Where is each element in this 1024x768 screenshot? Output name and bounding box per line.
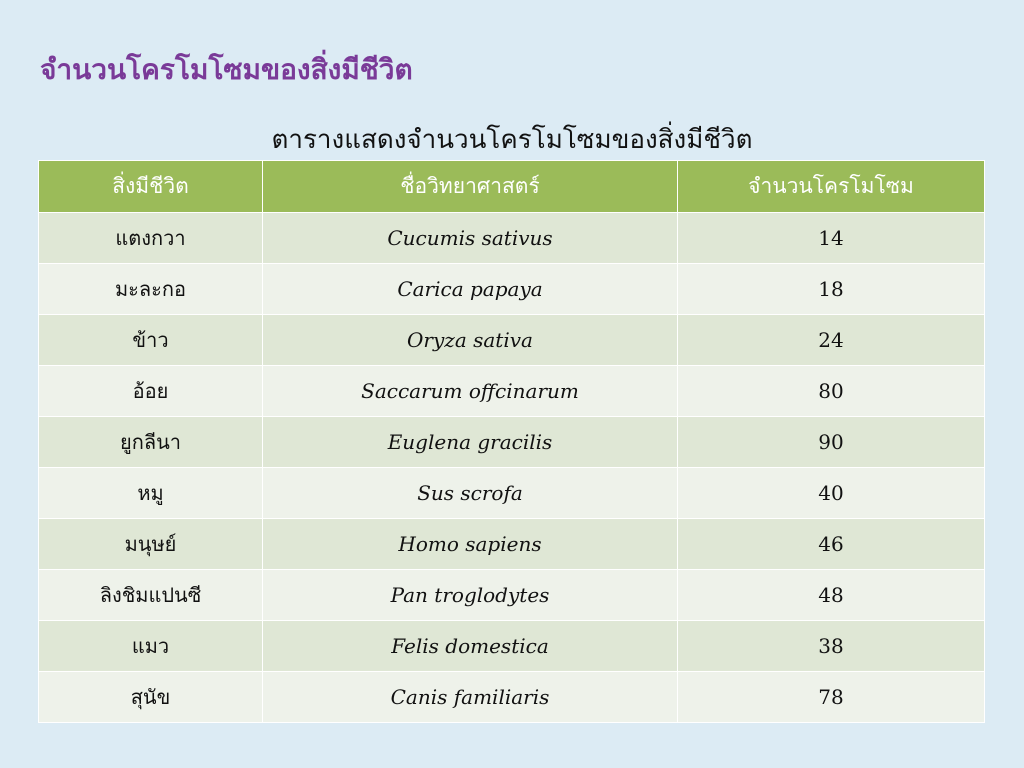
table-row [39,213,985,264]
chromosome-count-cell: 46 [678,519,985,570]
scientific-name-cell: Canis familiaris [263,672,678,723]
scientific-name-cell: Saccarum offcinarum [263,366,678,417]
chromosome-count-cell: 24 [678,315,985,366]
organism-cell: ยูกลีนา [39,417,263,468]
scientific-name-cell: Cucumis sativus [263,213,678,264]
table-row [39,570,985,621]
chromosome-count-cell: 38 [678,621,985,672]
chromosome-count-cell: 78 [678,672,985,723]
chromosome-table [38,160,985,723]
scientific-name-cell: Carica papaya [263,264,678,315]
organism-cell: มนุษย์ [39,519,263,570]
table-header [39,161,985,213]
chromosome-count-cell: 80 [678,366,985,417]
table-row [39,519,985,570]
organism-cell: แมว [39,621,263,672]
organism-cell: สุนัข [39,672,263,723]
table-header-row [39,161,985,213]
organism-cell: อ้อย [39,366,263,417]
table-body [39,213,985,723]
scientific-name-cell: Euglena gracilis [263,417,678,468]
organism-cell: หมู [39,468,263,519]
table-row [39,315,985,366]
table-row [39,468,985,519]
header-organism: สิ่งมีชีวิต [39,161,263,213]
header-scientific-name: ชื่อวิทยาศาสตร์ [263,161,678,213]
table-row [39,417,985,468]
scientific-name-cell: Felis domestica [263,621,678,672]
organism-cell: มะละกอ [39,264,263,315]
scientific-name-cell: Sus scrofa [263,468,678,519]
organism-cell: ข้าว [39,315,263,366]
table-row [39,672,985,723]
organism-cell: ลิงชิมแปนซี [39,570,263,621]
table-row [39,621,985,672]
slide-title: จำนวนโครโมโซมของสิ่งมีชีวิต [40,53,413,86]
header-chromosome-count: จำนวนโครโมโซม [678,161,985,213]
chromosome-count-cell: 48 [678,570,985,621]
table-caption: ตารางแสดงจำนวนโครโมโซมของสิ่งมีชีวิต [271,125,753,155]
scientific-name-cell: Oryza sativa [263,315,678,366]
chromosome-count-cell: 90 [678,417,985,468]
scientific-name-cell: Homo sapiens [263,519,678,570]
chromosome-count-cell: 40 [678,468,985,519]
scientific-name-cell: Pan troglodytes [263,570,678,621]
table-row [39,366,985,417]
chromosome-count-cell: 14 [678,213,985,264]
chromosome-count-cell: 18 [678,264,985,315]
organism-cell: แตงกวา [39,213,263,264]
table-row [39,264,985,315]
